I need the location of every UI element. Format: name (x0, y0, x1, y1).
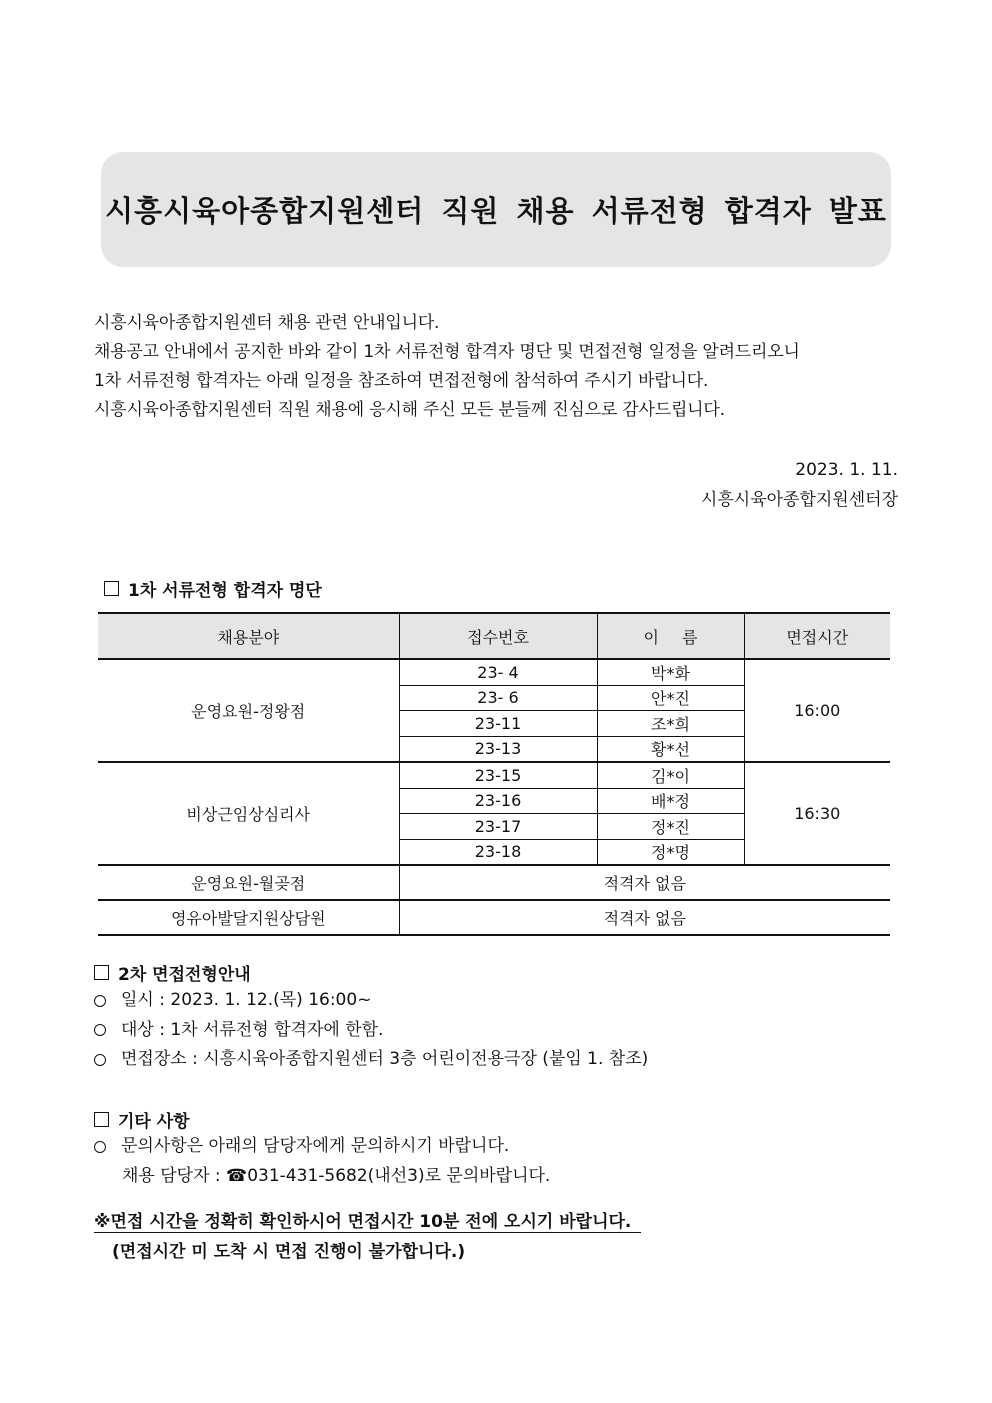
receipt-number: 23-13 (399, 736, 597, 762)
applicant-name: 조*희 (597, 711, 744, 737)
list-item (94, 1045, 648, 1075)
field-cell: 운영요원-월곶점 (98, 865, 399, 900)
no-result-note: 적격자 없음 (399, 900, 890, 935)
notice-subline: (면접시간 미 도착 시 면접 진행이 불가합니다.) (112, 1242, 466, 1262)
intro-line: 시흥시육아종합지원센터 직원 채용에 응시해 주신 모든 분들께 진심으로 감사드립니다. (94, 400, 725, 420)
checkbox-square-icon (104, 581, 119, 596)
circle-bullet-icon (94, 1054, 106, 1066)
applicant-name: 배*정 (597, 788, 744, 814)
intro-line: 1차 서류전형 합격자는 아래 일정을 참조하여 면접전형에 참석하여 주시기 바랍니다. (94, 371, 709, 391)
intro-line: 시흥시육아종합지원센터 채용 관련 안내입니다. (94, 313, 440, 333)
applicant-name: 황*선 (597, 736, 744, 762)
notice-date: 2023. 1. 11. (795, 460, 898, 480)
applicant-name: 안*진 (597, 685, 744, 711)
applicant-name: 김*이 (597, 762, 744, 788)
column-header: 접수번호 (399, 613, 597, 659)
receipt-number: 23- 6 (399, 685, 597, 711)
table-row (98, 865, 890, 900)
intro-line: 채용공고 안내에서 공지한 바와 같이 1차 서류전형 합격자 명단 및 면접전형 일정을 알려드리오니 (94, 342, 800, 362)
interview-location: 면접장소 : 시흥시육아종합지원센터 3층 어린이전용극장 (붙임 1. 참조) (121, 1049, 649, 1069)
pass-list-table (98, 612, 890, 936)
receipt-number: 23-15 (399, 762, 597, 788)
section2-title: 2차 면접전형안내 (118, 965, 251, 985)
applicant-name: 정*진 (597, 814, 744, 840)
receipt-number: 23-16 (399, 788, 597, 814)
section3-title: 기타 사항 (118, 1112, 190, 1132)
intro-paragraph (94, 309, 904, 425)
interview-info-list (94, 986, 648, 1075)
receipt-number: 23-11 (399, 711, 597, 737)
section1-title: 1차 서류전형 합격자 명단 (128, 581, 322, 601)
signature-block (701, 455, 898, 515)
field-cell: 비상근임상심리사 (98, 762, 399, 865)
checkbox-square-icon (94, 965, 109, 980)
section2-heading (94, 960, 251, 985)
notice-block (94, 1207, 641, 1267)
inquiry-text: 문의사항은 아래의 담당자에게 문의하시기 바랍니다. (121, 1136, 510, 1156)
other-info-list (94, 1132, 550, 1191)
receipt-number: 23- 4 (399, 659, 597, 685)
interview-time: 16:30 (744, 762, 890, 865)
section3-heading (94, 1107, 190, 1132)
list-item (94, 986, 648, 1016)
interview-target: 대상 : 1차 서류전형 합격자에 한함. (121, 1019, 384, 1040)
table-row (98, 659, 890, 685)
no-result-note: 적격자 없음 (399, 865, 890, 900)
checkbox-square-icon (94, 1112, 109, 1127)
notice-line: ※면접 시간을 정확히 확인하시어 면접시간 10분 전에 오시기 바랍니다. (94, 1212, 641, 1233)
field-cell: 영유아발달지원상담원 (98, 900, 399, 935)
field-cell: 운영요원-정왕점 (98, 659, 399, 762)
table-row (98, 900, 890, 935)
signature: 시흥시육아종합지원센터장 (700, 490, 898, 510)
applicant-name: 정*명 (597, 839, 744, 865)
circle-bullet-icon (94, 1024, 106, 1036)
receipt-number: 23-18 (399, 839, 597, 865)
table-row (98, 762, 890, 788)
column-header: 면접시간 (744, 613, 890, 659)
circle-bullet-icon (94, 995, 106, 1007)
page-title: 시흥시육아종합지원센터 직원 채용 서류전형 합격자 발표 (105, 194, 887, 228)
title-box (101, 152, 891, 267)
list-item (94, 1132, 550, 1162)
section1-heading (104, 576, 322, 601)
list-item (94, 1016, 648, 1046)
column-header: 채용분야 (98, 613, 399, 659)
table-header-row (98, 613, 890, 659)
applicant-name: 박*화 (597, 659, 744, 685)
contact-line: 채용 담당자 : ☎031-431-5682(내선3)로 문의바랍니다. (122, 1165, 551, 1186)
interview-date: 일시 : 2023. 1. 12.(목) 16:00~ (121, 990, 372, 1010)
circle-bullet-icon (94, 1141, 106, 1153)
column-header: 이 름 (597, 613, 744, 659)
interview-time: 16:00 (744, 659, 890, 762)
receipt-number: 23-17 (399, 814, 597, 840)
